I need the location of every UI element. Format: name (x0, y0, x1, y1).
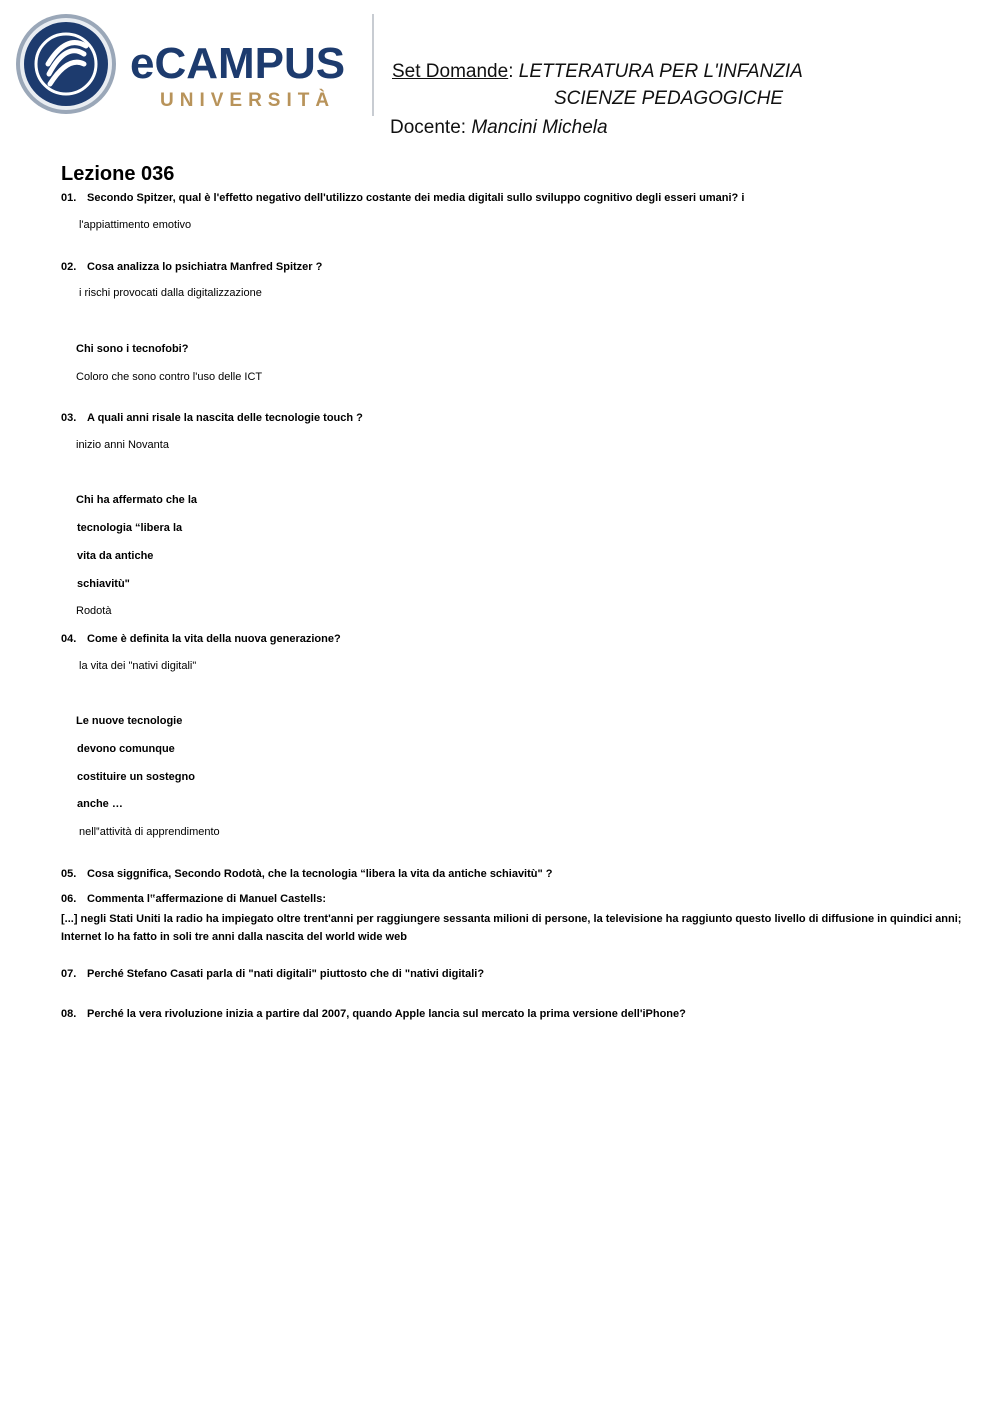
question-08 (61, 1008, 686, 1020)
question-number: 03. (61, 412, 77, 424)
answer-tecnofobi: Coloro che sono contro l'uso delle ICT (76, 371, 263, 383)
question-03 (61, 412, 363, 424)
question-sostegno-line-3: costituire un sostegno (77, 771, 195, 783)
question-number: 01. (61, 192, 77, 204)
header-divider (372, 14, 374, 116)
question-sostegno-line-4: anche … (77, 798, 123, 810)
seal-icon (16, 14, 116, 114)
question-rodota-line-1: Chi ha affermato che la (76, 494, 198, 506)
question-05 (61, 868, 553, 880)
question-text: Cosa siggnifica, Secondo Rodotà, che la tecnologia “libera la vita da antiche schiavitù" ? (87, 868, 553, 880)
question-07 (61, 968, 484, 980)
question-06 (61, 893, 326, 905)
question-number: 06. (61, 893, 77, 905)
question-text: Perché la vera rivoluzione inizia a partire dal 2007, quando Apple lancia sul mercato la prima versione dell'iPhone? (87, 1008, 686, 1020)
question-text: Secondo Spitzer, qual è l'effetto negativo dell'utilizzo costante dei media digitali sullo sviluppo cognitivo degli esseri umani? i (87, 192, 745, 204)
question-text: Commenta l‟affermazione di Manuel Castells: (87, 893, 326, 905)
course-title-2: SCIENZE PEDAGOGICHE (554, 88, 784, 109)
question-04 (61, 633, 341, 645)
docente-name: Mancini Michela (471, 117, 608, 138)
question-text: Perché Stefano Casati parla di "nati digitali" piuttosto che di "nativi digitali? (87, 968, 485, 980)
lesson-title: Lezione 036 (61, 163, 175, 185)
question-text: Cosa analizza lo psichiatra Manfred Spitzer ? (87, 261, 323, 273)
set-domande-sep: : (508, 61, 514, 82)
question-rodota-line-2: tecnologia “libera la (77, 522, 183, 534)
question-number: 05. (61, 868, 77, 880)
question-sostegno-line-1: Le nuove tecnologie (76, 715, 183, 727)
answer-sostegno: nell‟attività di apprendimento (79, 826, 220, 838)
question-text: Come è definita la vita della nuova generazione? (87, 633, 341, 645)
docente-label: Docente: (390, 117, 467, 138)
docente-line (390, 117, 608, 139)
question-text: A quali anni risale la nascita delle tecnologie touch ? (87, 412, 363, 424)
logo-sub: UNIVERSITÀ (160, 90, 336, 111)
logo-brand: eCAMPUS (130, 39, 346, 88)
course-title-1: LETTERATURA PER L'INFANZIA (518, 61, 803, 82)
answer-02: i rischi provocati dalla digitalizzazione (79, 287, 262, 299)
question-number: 07. (61, 968, 77, 980)
answer-rodota: Rodotà (76, 605, 112, 617)
answer-03: inizio anni Novanta (76, 439, 169, 451)
set-domande-label: Set Domande (392, 61, 509, 82)
castells-quote: [...] negli Stati Uniti la radio ha impiegato oltre trent'anni per raggiungere sessanta milioni di persone, la televisione ha raggiunto questo livello di diffusione in quindici anni; Internet lo ha fatto in soli tre anni dalla nascita del world wide web (61, 913, 962, 943)
ecampus-logo (14, 12, 359, 116)
answer-01: l'appiattimento emotivo (79, 219, 192, 231)
set-domande-line (392, 61, 803, 83)
question-tecnofobi: Chi sono i tecnofobi? (76, 343, 189, 355)
question-02 (61, 261, 322, 273)
question-rodota-line-3: vita da antiche (77, 550, 154, 562)
question-01 (61, 192, 744, 204)
question-number: 08. (61, 1008, 77, 1020)
question-rodota-line-4: schiavitù" (77, 578, 130, 590)
question-number: 04. (61, 633, 77, 645)
question-number: 02. (61, 261, 77, 273)
question-sostegno-line-2: devono comunque (77, 743, 175, 755)
answer-04: la vita dei "nativi digitali" (79, 660, 197, 672)
